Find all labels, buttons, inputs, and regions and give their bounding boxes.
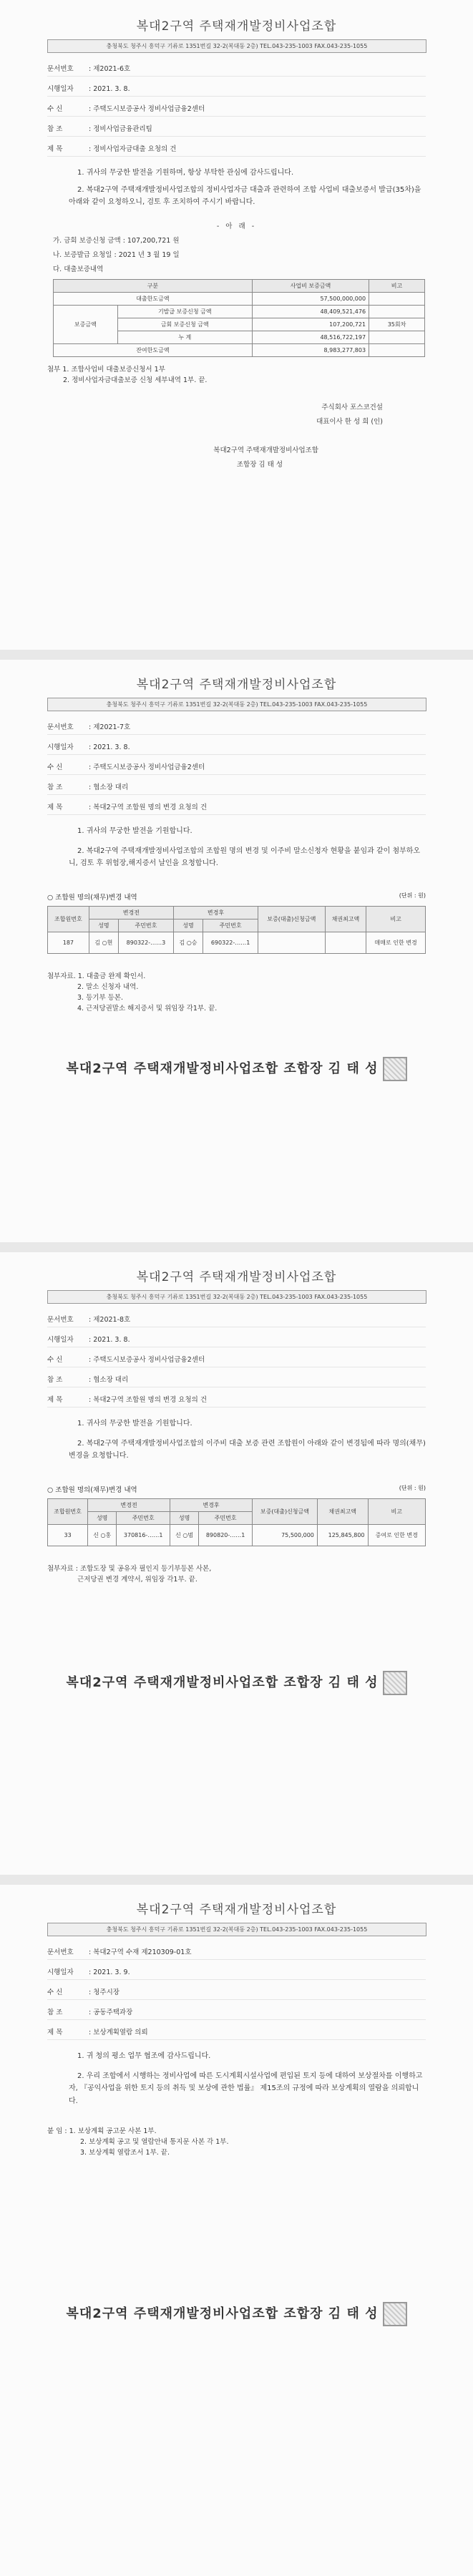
item-breakdown: 다. 대출보증내역 — [53, 265, 104, 273]
attachment-list: 첨부 1. 조합사업비 대출보증신청서 1부 2. 정비사업자금대출보증 신청 세부내역 1부. 끝. — [47, 365, 208, 384]
attachment-list: 첨부자료 : 조합도장 및 공유자 필인지 등기부등본 사본, 근저당권 변경 계약서, 위임장 각1부. 끝. — [47, 1564, 212, 1584]
signature-line: 복대2구역 주택재개발정비사업조합 조합장 김 태 성 — [47, 1671, 426, 1695]
document-3 — [0, 1251, 473, 1695]
document-1 — [0, 0, 473, 469]
paragraph-1: 1. 귀 청의 평소 업무 협조에 감사드립니다. — [77, 2052, 211, 2060]
meta-reference: 참 조 : 협소장 대리 — [47, 781, 426, 795]
org-title: 복대2구역 주택재개발정비사업조합 — [136, 1903, 337, 1917]
meta-date: 시행일자 : 2021. 3. 9. — [47, 1966, 426, 1980]
meta-recipient: 수 신 : 주택도시보증공사 정비사업금융2센터 — [47, 103, 426, 117]
meta-reference: 참 조 : 협소장 대리 — [47, 1374, 426, 1387]
meta-reference: 참 조 : 공동주택과장 — [47, 2006, 426, 2020]
meta-doc-number: 문서번호 : 제2021-6호 — [47, 63, 426, 77]
item-date: 나. 보증발급 요청일 : 2021 년 3 월 19 일 — [53, 250, 180, 259]
address-bar: 충청북도 청주시 흥덕구 기류로 1351번길 32-2(복대동 2층) TEL.043-235-1003 FAX.043-235-1055 — [47, 39, 426, 53]
org-title: 복대2구역 주택재개발정비사업조합 — [136, 1270, 337, 1284]
meta-recipient: 수 신 : 주택도시보증공사 정비사업금융2센터 — [47, 761, 426, 775]
document-2 — [0, 658, 473, 1081]
seal-stamp — [383, 2302, 407, 2326]
meta-date: 시행일자 : 2021. 3. 8. — [47, 83, 426, 97]
attachment-list: 붙 임 : 1. 보상계획 공고문 사본 1부. 2. 보상계획 공고 및 열람안내 통지문 사본 각 1부. 3. 보상계획 열람조서 1부. 끝. — [47, 2127, 229, 2157]
meta-recipient: 수 신 : 주택도시보증공사 정비사업금융2센터 — [47, 1354, 426, 1367]
meta-date: 시행일자 : 2021. 3. 8. — [47, 741, 426, 755]
paragraph-2: 2. 우리 조합에서 시행하는 정비사업에 따른 도시계획시설사업에 편입된 토지 등에 대하여 보상절차를 이행하고자, 『공익사업을 위한 토지 등의 취득 및 보상에 관한 법률』 제15조의 규정에 따라 보상계획의 열람을 의뢰합니다. — [69, 2072, 423, 2105]
contractor-name: 주식회사 포스코건설 — [321, 403, 383, 411]
meta-date: 시행일자 : 2021. 3. 8. — [47, 1334, 426, 1347]
paragraph-1: 1. 귀사의 무궁한 발전을 기원하며, 항상 부탁한 관심에 감사드립니다. — [77, 169, 294, 177]
signature-line: 복대2구역 주택재개발정비사업조합 조합장 김 태 성 — [47, 1057, 426, 1081]
meta-recipient: 수 신 : 청주시장 — [47, 1986, 426, 2000]
section-heading: ○ 조합원 명의(채무)변경 내역 (단위 : 원) — [47, 892, 426, 902]
item-amount: 가. 금회 보증신청 금액 : 107,200,721 원 — [53, 236, 180, 245]
section-heading: ○ 조합원 명의(채무)변경 내역 (단위 : 원) — [47, 1484, 426, 1494]
paragraph-1: 1. 귀사의 무궁한 발전을 기원합니다. — [77, 827, 192, 835]
address-bar: 충청북도 청주시 흥덕구 기류로 1351번길 32-2(복대동 2층) TEL.043-235-1003 FAX.043-235-1055 — [47, 1290, 426, 1304]
org-title: 복대2구역 주택재개발정비사업조합 — [136, 678, 337, 692]
association-name: 복대2구역 주택재개발정비사업조합 — [213, 446, 318, 454]
meta-subject: 제 목 : 정비사업자금대출 요청의 건 — [47, 143, 426, 157]
name-change-table: 조합원번호 변경전 변경후 보증(대출)신청금액 채권최고액 비고 성명 주민번호 성명 주민번호 33 신 ○홍 370816-……1 신 ○범 890820-……1 75,500,000 125,845,800 증여로 인한 변경 — [47, 1498, 426, 1546]
meta-subject: 제 목 : 복대2구역 조합원 명의 변경 요청의 건 — [47, 801, 426, 815]
association-head: 조합장 김 태 성 — [236, 460, 283, 469]
below-label: - 아 래 - — [216, 222, 257, 230]
address-bar: 충청북도 청주시 흥덕구 기류로 1351번길 32-2(복대동 2층) TEL.043-235-1003 FAX.043-235-1055 — [47, 698, 426, 711]
seal-stamp — [383, 1057, 407, 1081]
meta-doc-number: 문서번호 : 복대2구역 수재 제210309-01호 — [47, 1946, 426, 1960]
attachment-list: 첨부자료. 1. 대출금 완제 확인서. 2. 말소 신청자 내역. 3. 등기부 등본. 4. 근저당권말소 해지증서 및 위임장 각1부. 끝. — [47, 972, 218, 1013]
contractor-ceo: 대표이사 한 성 희 (인) — [316, 417, 383, 426]
paragraph-2: 2. 복대2구역 주택재개발정비사업조합의 이주비 대출 보증 관련 조합원이 아래와 같이 변경됨에 따라 명의(채무)변경을 요청합니다. — [69, 1439, 426, 1460]
meta-subject: 제 목 : 복대2구역 조합원 명의 변경 요청의 건 — [47, 1394, 426, 1407]
meta-doc-number: 문서번호 : 제2021-7호 — [47, 721, 426, 735]
meta-subject: 제 목 : 보상계획열람 의뢰 — [47, 2026, 426, 2040]
table-row: 33 신 ○홍 370816-……1 신 ○범 890820-……1 75,500,000 125,845,800 증여로 인한 변경 — [48, 1524, 426, 1546]
meta-reference: 참 조 : 정비사업금융관리팀 — [47, 123, 426, 137]
paragraph-1: 1. 귀사의 무궁한 발전을 기원합니다. — [77, 1420, 192, 1428]
address-bar: 충청북도 청주시 흥덕구 기류로 1351번길 32-2(복대동 2층) TEL.043-235-1003 FAX.043-235-1055 — [47, 1923, 426, 1936]
paragraph-2: 2. 복대2구역 주택재개발정비사업조합의 정비사업자금 대출과 관련하여 조합 사업비 대출보증서 발급(35차)을 아래와 같이 요청하오니, 검토 후 조치하여 주시기 바랍니다. — [69, 185, 421, 206]
document-4 — [0, 1883, 473, 2326]
paragraph-2: 2. 복대2구역 주택재개발정비사업조합의 조합원 명의 변경 및 이주비 말소신청자 현황을 붙임과 같이 첨부하오니, 검토 후 위험장,해지증서 날인을 요청합니다. — [69, 847, 421, 867]
guarantee-table: 구분 사업비 보증금액 비고 대출한도금액 57,500,000,000 보증금액 기발급 보증신청 금액 48,409,521,476 금회 보증신청 금액 107,200,721 35회차 누 계 48,516,722,197 잔여한도금액 8,983,277,803 — [53, 279, 425, 357]
name-change-table: 조합원번호 변경전 변경후 보증(대출)신청금액 채권최고액 비고 성명 주민번호 성명 주민번호 187 김 ○현 890322-……3 김 ○승 690322-……1 매매로 인한 변경 — [47, 906, 426, 954]
meta-doc-number: 문서번호 : 제2021-8호 — [47, 1314, 426, 1327]
org-title: 복대2구역 주택재개발정비사업조합 — [136, 19, 337, 34]
table-row: 187 김 ○현 890322-……3 김 ○승 690322-……1 매매로 인한 변경 — [48, 932, 426, 953]
signature-line: 복대2구역 주택재개발정비사업조합 조합장 김 태 성 — [47, 2302, 426, 2326]
seal-stamp — [383, 1671, 407, 1695]
